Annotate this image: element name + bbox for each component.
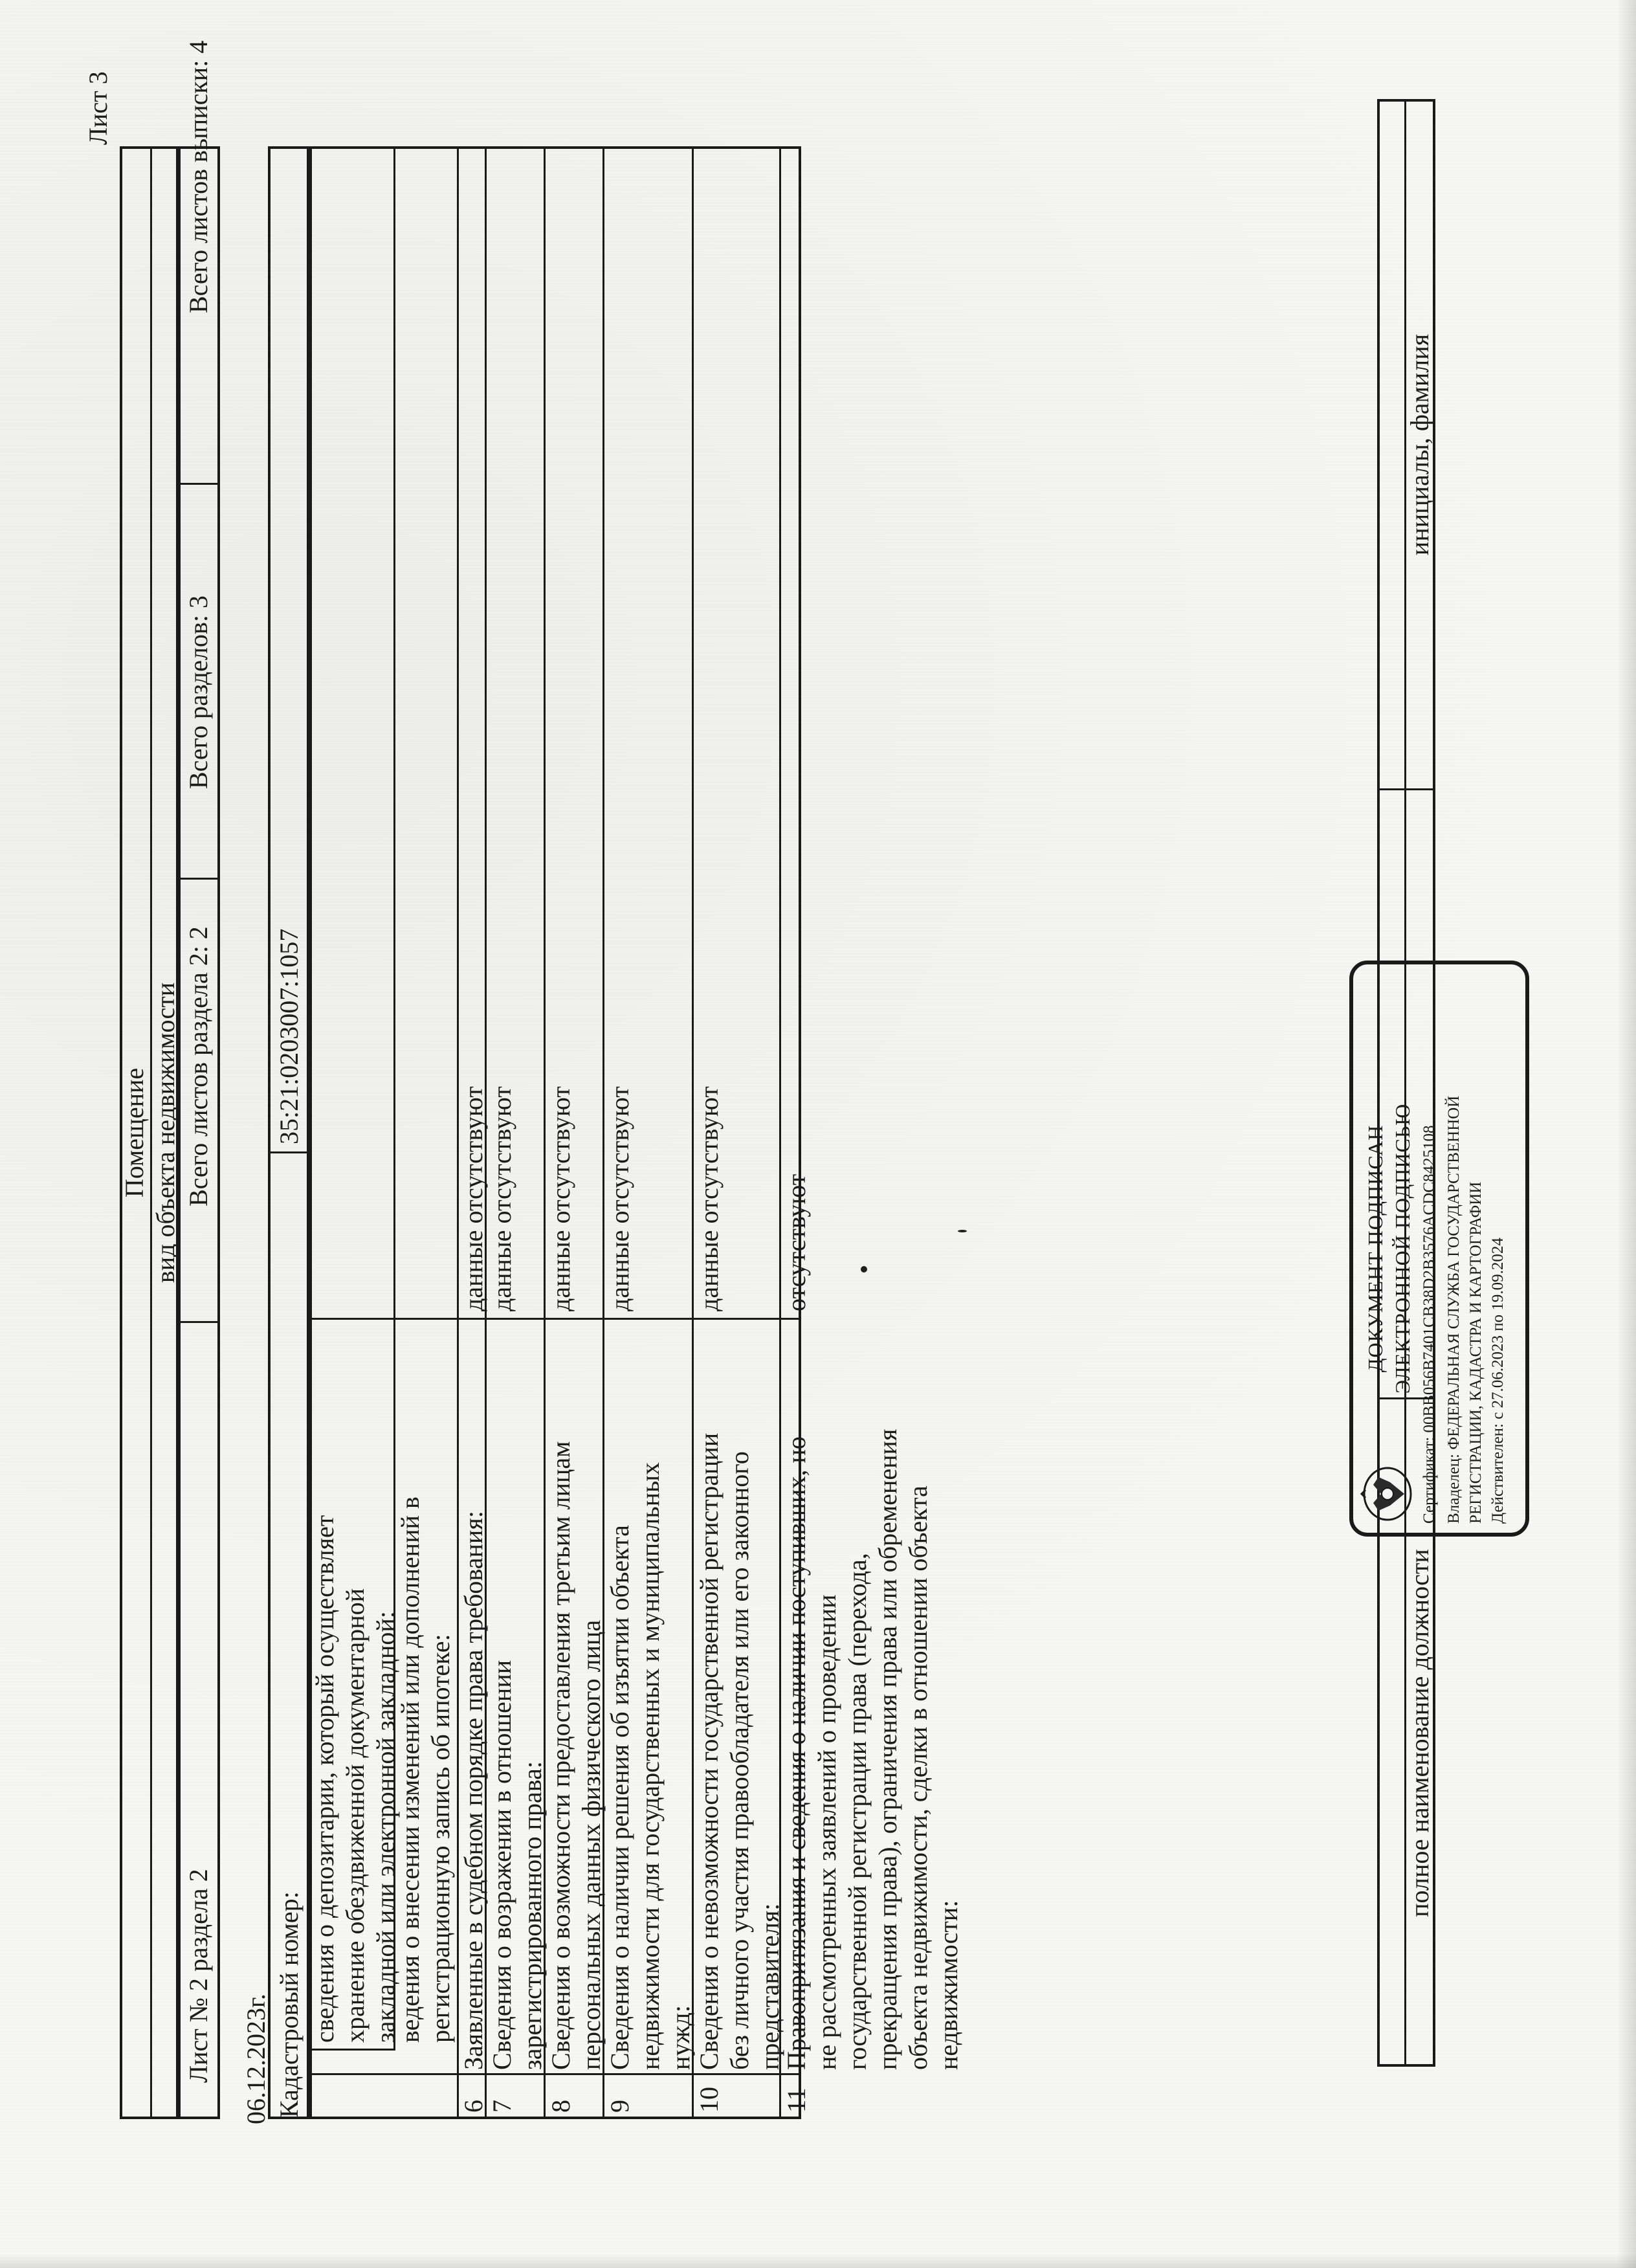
document-date: 06.12.2023г. xyxy=(241,1994,271,2124)
row-label: Сведения о возражении в отношении зарегистрированного права: xyxy=(487,1660,547,2070)
col-divider xyxy=(309,1318,801,1320)
stamp-validity: Действителен: с 27.06.2023 по 19.09.2024 xyxy=(1489,1238,1507,1524)
row-label: сведения о депозитарии, который осуществляет хранение обездвиженной документарной закладной или электронной закладной: xyxy=(310,1515,400,2043)
row-value: данные отсутствуют xyxy=(694,1086,724,1311)
cadastral-value: 35:21:0203007:1057 xyxy=(274,928,304,1144)
sheet-of-section: Лист № 2 раздела 2 xyxy=(184,1869,213,2083)
row-value: отсутствуют xyxy=(782,1173,811,1311)
scan-edge xyxy=(0,2254,1636,2268)
row-label: Сведения о наличии решения об изъятии объекта недвижимости для государственных и муниципальных нужд: xyxy=(605,1462,695,2070)
stamp-owner: Владелец: ФЕДЕРАЛЬНАЯ СЛУЖБА ГОСУДАРСТВЕННОЙ xyxy=(1445,1095,1463,1524)
row-label: Сведения о возможности предоставления третьим лицам персональных данных физического лица xyxy=(546,1441,606,2070)
name-caption: инициалы, фамилия xyxy=(1405,333,1434,556)
scan-speck xyxy=(958,1230,967,1232)
position-caption: полное наименование должности xyxy=(1405,1549,1434,1917)
total-sheets: Всего листов выписки: 4 xyxy=(184,40,213,313)
row-number: 6 xyxy=(459,2100,488,2113)
subheader-divider xyxy=(176,878,220,880)
subheader-divider xyxy=(176,483,220,485)
subheader-divider xyxy=(176,1321,220,1323)
scan-edge xyxy=(1617,0,1636,2268)
row-label: Сведения о невозможности государственной регистрации без личного участия правообладателя или его законного представителя: xyxy=(694,1432,784,2070)
col-divider xyxy=(309,2049,393,2051)
stamp-owner-2: РЕГИСТРАЦИИ, КАДАСТРА И КАРТОГРАФИИ xyxy=(1467,1181,1485,1524)
section-total-sheets: Всего листов раздела 2: 2 xyxy=(184,926,213,1206)
scan-speck xyxy=(861,1266,867,1273)
row-number: 10 xyxy=(694,2087,724,2113)
cadastral-label: Кадастровый номер: xyxy=(274,1891,304,2118)
row-number: 11 xyxy=(782,2087,811,2113)
cadastral-divider xyxy=(268,1151,309,1153)
row-number: 7 xyxy=(487,2100,516,2113)
object-type: Помещение xyxy=(120,1067,149,1198)
row-label: Заявленные в судебном порядке права требования: xyxy=(459,1511,488,2070)
row-value: данные отсутствуют xyxy=(546,1086,575,1311)
stamp-title: ДОКУМЕНТ ПОДПИСАН xyxy=(1364,1124,1387,1373)
row-number: 9 xyxy=(605,2100,634,2113)
row-label: Правопритязания и сведения о наличии поступивших, но не рассмотренных заявлений о проведении государственной регистрации права (перехода, прекращения права), ограничения права или обременения объекта недвижимости, сделки в отношении объекта недвижимости: xyxy=(782,1429,963,2070)
row-value: данные отсутствуют xyxy=(459,1086,488,1311)
row-number: 8 xyxy=(546,2100,575,2113)
stamp-certificate: Сертификат: 00BB056B7401CB38D2B3576ACDC8425108 xyxy=(1420,1125,1438,1524)
total-sections: Всего разделов: 3 xyxy=(184,595,213,789)
object-type-caption: вид объекта недвижимости xyxy=(151,982,180,1284)
row-value: данные отсутствуют xyxy=(605,1086,634,1311)
row-value: данные отсутствуют xyxy=(487,1086,516,1311)
row-label: ведения о внесении изменений или дополнений в регистрационную запись об ипотеке: xyxy=(395,1496,455,2043)
stamp-title-2: ЭЛЕКТРОННОЙ ПОДПИСЬЮ xyxy=(1391,1103,1414,1394)
col-divider xyxy=(309,2073,801,2075)
sheet-number: Лист 3 xyxy=(83,71,113,145)
